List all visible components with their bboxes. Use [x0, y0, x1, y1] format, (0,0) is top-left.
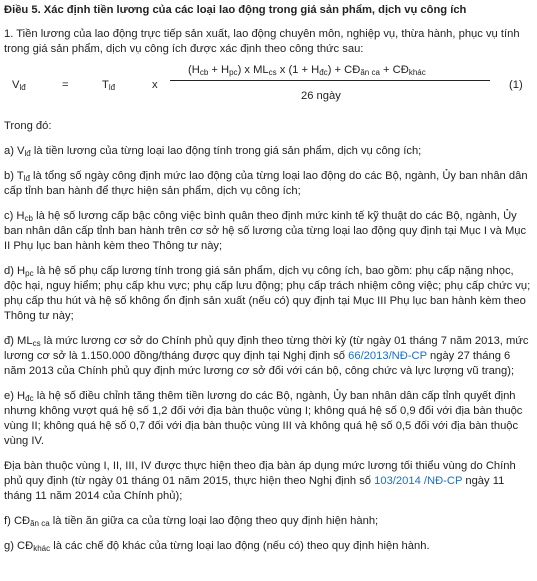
decree-103-link[interactable]: 103/2014 /NĐ-CP	[374, 475, 463, 487]
formula-t: $T_{lđ}$	[102, 79, 116, 92]
salary-formula	[4, 64, 531, 107]
item-c: c) $H_{cb}$ là hệ số lương cấp bậc công việc bình quân theo định mức kinh tế kỹ thuật do các Bộ, ngành, Ủy ban nhân dân cấp tỉnh ban hành trên cơ sở hệ số lương của từng loại lao động quy định tại Mục I và Mục II Phụ lục ban hành kèm theo Thông tư này;	[4, 210, 527, 252]
fraction-bar	[170, 80, 490, 81]
item-f: f) $CĐ_{ăn ca}$ là tiền ăn giữa ca của từng loại lao động theo quy định hiện hành;	[4, 515, 379, 528]
trong-do-label: Trong đó:	[4, 120, 52, 132]
item-e: e) $H_{đc}$ là hệ số điều chỉnh tăng thêm tiền lương do các Bộ, ngành, Ủy ban nhân dân cấp tỉnh quyết định nhưng không vượt quá hệ số 1,2 đối với địa bàn thuộc vùng I; không quá hệ số 0,9 đối với địa bàn thuộc vùng II; không quá hệ số 0,7 đối với địa bàn thuộc vùng III và không quá hệ số 0,5 đối với địa bàn thuộc vùng IV.	[4, 390, 523, 447]
decree-66-link[interactable]: 66/2013/NĐ-CP	[348, 350, 427, 362]
formula-numerator: $(H_{cb} + H_{pc})$ x $ML_{cs}$ x $(1 + H_{đc})$ + $CĐ_{ăn ca}$ + $CĐ_{khác}$	[188, 64, 426, 77]
item-d: d) $H_{pc}$ là hệ số phụ cấp lương tính trong giá sản phẩm, dịch vụ công ích, bao gồm: phụ cấp nặng nhọc, độc hại, nguy hiểm; phụ cấp khu vực; phụ cấp lưu động; phụ cấp trách nhiệm công việc; phụ cấp chức vụ; phụ cấp thu hút và hệ số không ổn định sản xuất (nếu có) quy định tại Mục III Phụ lục ban hành kèm theo Thông tư này;	[4, 265, 531, 322]
formula-lhs: $V_{lđ}$	[12, 79, 26, 92]
regions-paragraph: Địa bàn thuộc vùng I, II, III, IV được thực hiện theo địa bàn áp dụng mức lương tối thiểu vùng do Chính phủ quy định (từ ngày 01 tháng 01 năm 2015, thực hiện theo Nghị định số 103/2014 /NĐ-CP ngày 11 tháng 11 năm 2014 của Chính phủ);	[4, 460, 516, 502]
item-a: a) $V_{lđ}$ là tiền lương của từng loại lao động tính trong giá sản phẩm, dịch vụ công ích;	[4, 145, 422, 158]
formula-number: (1)	[509, 79, 523, 91]
item-dd: đ) $ML_{cs}$ là mức lương cơ sở do Chính phủ quy định theo từng thời kỳ (từ ngày 01 tháng 7 năm 2013, mức lương cơ sở là 1.150.000 đồng/tháng được quy định tại Nghị định số 66/2013/NĐ-CP ngày 27 tháng 6 năm 2013 của Chính phủ quy định mức lương cơ sở đối với cán bộ, công chức và lực lượng vũ trang);	[4, 335, 529, 377]
item-b: b) $T_{lđ}$ là tổng số ngày công định mức lao động của từng loại lao động do các Bộ, ngành, Ủy ban nhân dân cấp tỉnh ban hành để thực hiện sản phẩm, dịch vụ công ích;	[4, 170, 528, 197]
article-title: Điều 5. Xác định tiền lương của các loại lao động trong giá sản phẩm, dịch vụ công ích	[4, 4, 467, 16]
formula-equals: =	[62, 79, 69, 91]
formula-denominator: 26 ngày	[301, 90, 341, 102]
item-g: g) $CĐ_{khác}$ là các chế độ khác của từng loại lao động (nếu có) theo quy định hiện hành.	[4, 540, 430, 553]
paragraph-1: 1. Tiền lương của lao động trực tiếp sản xuất, lao động chuyên môn, nghiệp vụ, thừa hành, phục vụ tính trong giá sản phẩm, dịch vụ công ích được xác định theo công thức sau:	[4, 28, 520, 55]
formula-times: x	[152, 79, 158, 91]
